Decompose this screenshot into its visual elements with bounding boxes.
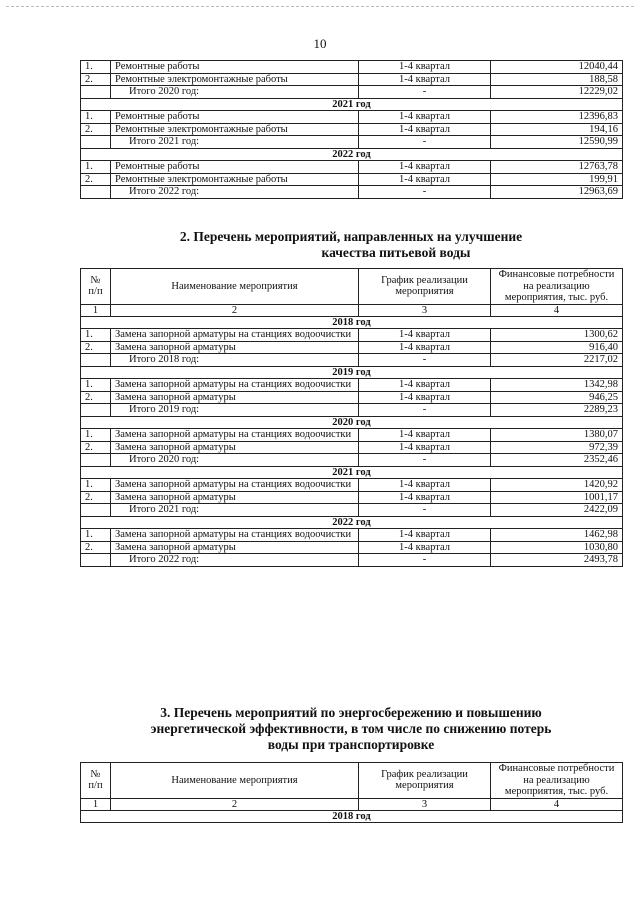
row-number: 2. (81, 541, 111, 554)
amount: 1462,98 (491, 529, 623, 542)
total-row (81, 186, 623, 199)
amount: 12040,44 (491, 61, 623, 74)
row-number: 2. (81, 123, 111, 136)
header-row (81, 763, 623, 799)
column-index: 4 (491, 798, 623, 810)
amount: 1342,98 (491, 379, 623, 392)
measure-name: Замена запорной арматуры (111, 541, 359, 554)
row-number (81, 454, 111, 467)
table-row (81, 441, 623, 454)
total-label: Итого 2022 год: (111, 554, 359, 567)
table-row (81, 61, 623, 74)
amount: 1001,17 (491, 491, 623, 504)
section2-title-line1: 2. Перечень мероприятий, направленных на улучшение (179, 229, 523, 244)
table-row (81, 491, 623, 504)
table-section2 (80, 268, 623, 567)
total-amount: 12590,99 (491, 136, 623, 149)
amount: 194,16 (491, 123, 623, 136)
year-label: 2018 год (81, 316, 623, 329)
schedule: 1-4 квартал (359, 391, 491, 404)
table-row (81, 379, 623, 392)
total-amount: 2289,23 (491, 404, 623, 417)
header-finance: Финансовые потребности на реализацию мероприятия, тыс. руб. (491, 269, 623, 305)
table-row (81, 329, 623, 342)
year-label: 2022 год (81, 516, 623, 529)
row-number: 1. (81, 479, 111, 492)
section3-title (80, 705, 622, 753)
row-number: 2. (81, 173, 111, 186)
row-number: 1. (81, 429, 111, 442)
schedule: 1-4 квартал (359, 441, 491, 454)
schedule: 1-4 квартал (359, 329, 491, 342)
total-row (81, 504, 623, 517)
row-number (81, 554, 111, 567)
schedule: 1-4 квартал (359, 341, 491, 354)
table-row (81, 391, 623, 404)
header-schedule: График реализации мероприятия (359, 763, 491, 799)
year-row (81, 416, 623, 429)
total-label: Итого 2020 год: (111, 86, 359, 99)
total-amount: 2493,78 (491, 554, 623, 567)
measure-name: Замена запорной арматуры (111, 341, 359, 354)
total-label: Итого 2022 год: (111, 186, 359, 199)
row-number: 1. (81, 379, 111, 392)
schedule: - (359, 186, 491, 199)
row-number: 1. (81, 111, 111, 124)
column-index: 3 (359, 304, 491, 316)
header-name: Наименование мероприятия (111, 269, 359, 305)
column-index-row (81, 304, 623, 316)
schedule: - (359, 504, 491, 517)
schedule: 1-4 квартал (359, 73, 491, 86)
amount: 1380,07 (491, 429, 623, 442)
schedule: 1-4 квартал (359, 173, 491, 186)
year-label: 2021 год (81, 98, 623, 111)
total-label: Итого 2021 год: (111, 136, 359, 149)
row-number: 2. (81, 391, 111, 404)
schedule: 1-4 квартал (359, 479, 491, 492)
total-row (81, 454, 623, 467)
row-number: 2. (81, 341, 111, 354)
table-row (81, 173, 623, 186)
year-row (81, 366, 623, 379)
section3-title-line1: 3. Перечень мероприятий по энергосбережению и повышению (160, 705, 542, 720)
table-row (81, 73, 623, 86)
header-num: № п/п (81, 763, 111, 799)
total-label: Итого 2018 год: (111, 354, 359, 367)
amount: 972,39 (491, 441, 623, 454)
total-label: Итого 2020 год: (111, 454, 359, 467)
table-row (81, 111, 623, 124)
column-index: 4 (491, 304, 623, 316)
row-number: 2. (81, 491, 111, 504)
total-amount: 2352,46 (491, 454, 623, 467)
year-label: 2018 год (81, 810, 623, 823)
measure-name: Ремонтные работы (111, 61, 359, 74)
schedule: 1-4 квартал (359, 529, 491, 542)
row-number (81, 186, 111, 199)
schedule: 1-4 квартал (359, 61, 491, 74)
measure-name: Ремонтные работы (111, 161, 359, 174)
schedule: - (359, 86, 491, 99)
measure-name: Замена запорной арматуры на станциях водоочистки (111, 529, 359, 542)
measure-name: Замена запорной арматуры на станциях водоочистки (111, 479, 359, 492)
measure-name: Замена запорной арматуры (111, 491, 359, 504)
schedule: - (359, 354, 491, 367)
schedule: 1-4 квартал (359, 429, 491, 442)
year-label: 2022 год (81, 148, 623, 161)
amount: 199,91 (491, 173, 623, 186)
column-index-row (81, 798, 623, 810)
row-number: 2. (81, 441, 111, 454)
schedule: - (359, 554, 491, 567)
measure-name: Ремонтные электромонтажные работы (111, 173, 359, 186)
amount: 188,58 (491, 73, 623, 86)
row-number (81, 504, 111, 517)
measure-name: Замена запорной арматуры на станциях водоочистки (111, 329, 359, 342)
page-number: 10 (313, 36, 327, 51)
schedule: - (359, 404, 491, 417)
total-amount: 2217,02 (491, 354, 623, 367)
total-label: Итого 2019 год: (111, 404, 359, 417)
total-row (81, 554, 623, 567)
row-number (81, 136, 111, 149)
total-row (81, 136, 623, 149)
section3-title-line2: энергетической эффективности, в том числе по снижению потерь (150, 721, 552, 736)
section2-title (80, 229, 622, 261)
header-finance: Финансовые потребности на реализацию мероприятия, тыс. руб. (491, 763, 623, 799)
measure-name: Замена запорной арматуры на станциях водоочистки (111, 429, 359, 442)
amount: 12396,83 (491, 111, 623, 124)
header-name: Наименование мероприятия (111, 763, 359, 799)
total-amount: 12963,69 (491, 186, 623, 199)
amount: 12763,78 (491, 161, 623, 174)
table-row (81, 479, 623, 492)
schedule: 1-4 квартал (359, 123, 491, 136)
measure-name: Замена запорной арматуры (111, 391, 359, 404)
measure-name: Ремонтные электромонтажные работы (111, 73, 359, 86)
row-number: 1. (81, 61, 111, 74)
table-section3 (80, 762, 623, 823)
measure-name: Ремонтные работы (111, 111, 359, 124)
row-number: 1. (81, 329, 111, 342)
column-index: 2 (111, 304, 359, 316)
table-row (81, 529, 623, 542)
column-index: 1 (81, 304, 111, 316)
measure-name: Замена запорной арматуры на станциях водоочистки (111, 379, 359, 392)
amount: 916,40 (491, 341, 623, 354)
total-row (81, 354, 623, 367)
header-row (81, 269, 623, 305)
scan-top-edge (6, 6, 634, 7)
year-row (81, 516, 623, 529)
amount: 1420,92 (491, 479, 623, 492)
row-number: 1. (81, 529, 111, 542)
total-amount: 2422,09 (491, 504, 623, 517)
amount: 1030,80 (491, 541, 623, 554)
year-row (81, 148, 623, 161)
row-number: 2. (81, 73, 111, 86)
amount: 1300,62 (491, 329, 623, 342)
table-row (81, 429, 623, 442)
total-row (81, 404, 623, 417)
schedule: - (359, 454, 491, 467)
row-number (81, 86, 111, 99)
column-index: 2 (111, 798, 359, 810)
year-label: 2021 год (81, 466, 623, 479)
row-number (81, 354, 111, 367)
header-num: № п/п (81, 269, 111, 305)
column-index: 3 (359, 798, 491, 810)
table-row (81, 123, 623, 136)
amount: 946,25 (491, 391, 623, 404)
section3-title-line3: воды при транспортировке (267, 737, 435, 752)
year-row (81, 316, 623, 329)
year-row (81, 466, 623, 479)
measure-name: Замена запорной арматуры (111, 441, 359, 454)
total-amount: 12229,02 (491, 86, 623, 99)
schedule: 1-4 квартал (359, 541, 491, 554)
column-index: 1 (81, 798, 111, 810)
schedule: 1-4 квартал (359, 491, 491, 504)
measure-name: Ремонтные электромонтажные работы (111, 123, 359, 136)
header-schedule: График реализации мероприятия (359, 269, 491, 305)
schedule: 1-4 квартал (359, 111, 491, 124)
table-section1-continued (80, 60, 623, 199)
row-number: 1. (81, 161, 111, 174)
year-row (81, 98, 623, 111)
year-label: 2019 год (81, 366, 623, 379)
year-label: 2020 год (81, 416, 623, 429)
row-number (81, 404, 111, 417)
total-label: Итого 2021 год: (111, 504, 359, 517)
section2-title-line2: качества питьевой воды (321, 245, 471, 260)
table-row (81, 341, 623, 354)
schedule: 1-4 квартал (359, 161, 491, 174)
schedule: - (359, 136, 491, 149)
schedule: 1-4 квартал (359, 379, 491, 392)
table-row (81, 161, 623, 174)
total-row (81, 86, 623, 99)
year-row (81, 810, 623, 823)
table-row (81, 541, 623, 554)
